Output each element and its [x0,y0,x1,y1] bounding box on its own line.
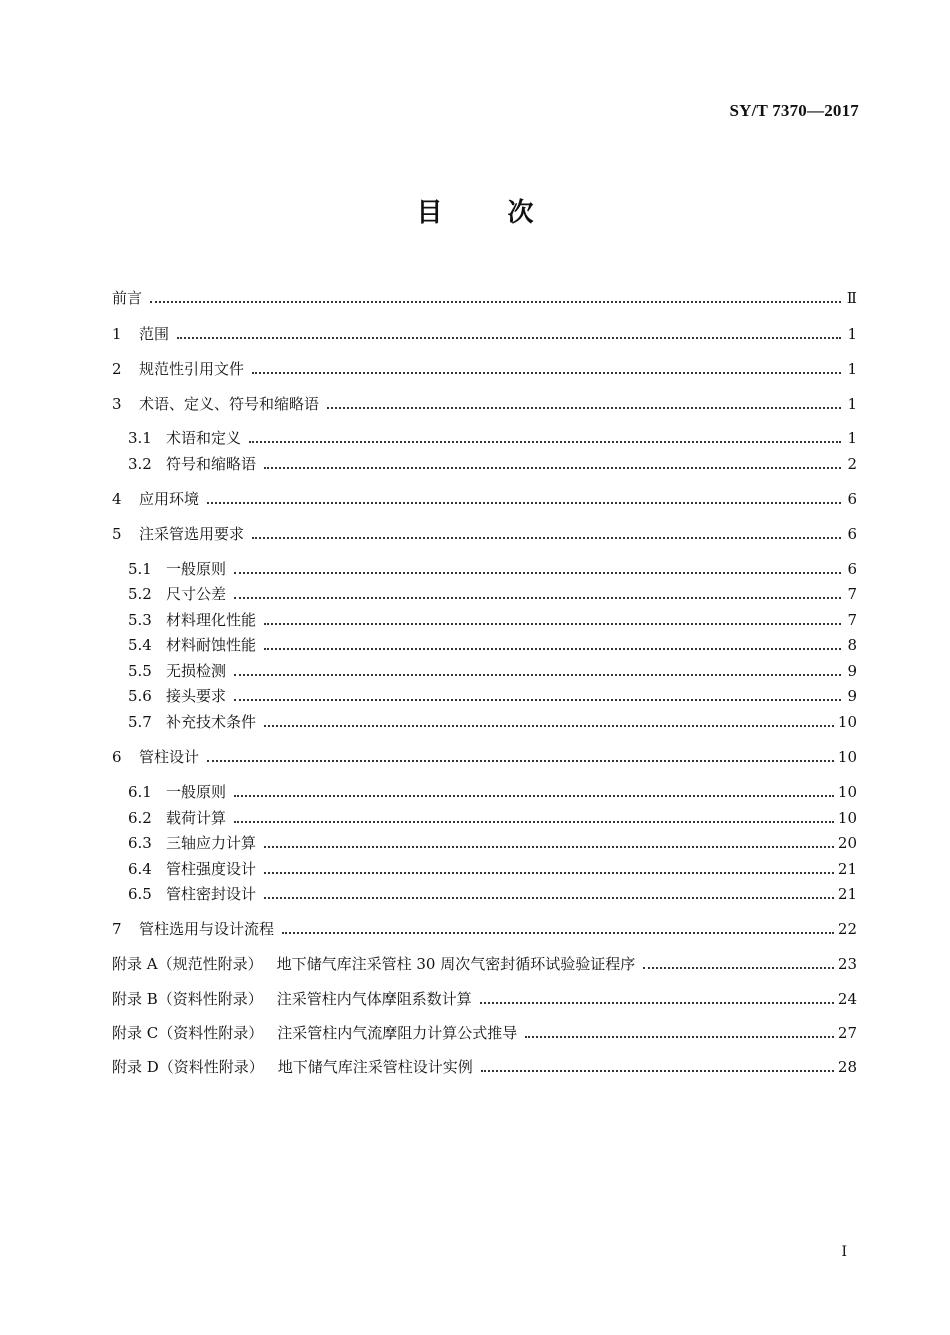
toc-entry-page: 22 [837,920,857,938]
toc-entry-label: 注采管柱内气流摩阻力计算公式推导 [277,1024,518,1042]
toc-entry-5-6[interactable] [128,682,857,706]
toc-entry-number: 5.6 [128,687,152,705]
toc-entry-6-3[interactable] [128,829,857,853]
toc-entry-label: 术语和定义 [166,429,242,447]
dot-leader [264,725,834,727]
dot-leader [234,699,841,701]
dot-leader [327,407,841,409]
dot-leader [264,897,834,899]
dot-leader [234,821,834,823]
toc-entry-number: 3.1 [128,429,152,447]
toc-entry-appendix-d[interactable] [112,1053,857,1077]
toc-entry-label: 前言 [112,289,143,307]
toc-entry-label: 补充技术条件 [166,713,257,731]
toc-entry-label: 符号和缩略语 [166,455,257,473]
dot-leader [282,932,834,934]
dot-leader [249,441,841,443]
toc-entry-label: 应用环境 [139,490,200,508]
dot-leader [234,674,841,676]
toc-entry-page: 6 [847,525,857,543]
toc-entry-number: 7 [112,920,122,938]
toc-entry-label: 尺寸公差 [166,585,227,603]
toc-entry-page: 7 [847,611,857,629]
dot-leader [264,846,834,848]
toc-entry-label: 三轴应力计算 [166,834,257,852]
toc-entry-label: 材料理化性能 [166,611,257,629]
dot-leader [234,597,841,599]
toc-entry-number: 4 [112,490,122,508]
toc-entry-1[interactable] [112,320,857,344]
toc-entry-number: 5.5 [128,662,152,680]
toc-entry-page: 10 [837,783,857,801]
toc-entry-number: 附录 B（资料性附录） [112,990,263,1008]
toc-entry-page: 10 [837,809,857,827]
toc-entry-label: 规范性引用文件 [139,360,245,378]
toc-entry-5-3[interactable] [128,606,857,630]
toc-entry-2[interactable] [112,355,857,379]
dot-leader [207,760,834,762]
toc-entry-5-2[interactable] [128,580,857,604]
dot-leader [264,872,834,874]
toc-entry-label: 地下储气库注采管柱设计实例 [277,1058,473,1076]
toc-entry-number: 6.2 [128,809,152,827]
toc-entry-number: 附录 A（规范性附录） [112,955,263,973]
toc-entry-page: 1 [847,395,857,413]
dot-leader [525,1036,834,1038]
dot-leader [234,572,841,574]
toc-entry-5-4[interactable] [128,631,857,655]
toc-entry-7[interactable] [112,915,857,939]
toc-entry-page: Ⅱ [846,289,857,307]
toc-entry-page: 7 [847,585,857,603]
toc-entry-number: 6 [112,748,122,766]
toc-entry-label: 管柱设计 [139,748,200,766]
standard-code: SY/T 7370—2017 [729,101,859,120]
toc-entry-number: 5.7 [128,713,152,731]
toc-entry-label: 注采管选用要求 [139,525,245,543]
dot-leader [150,301,841,303]
page-number: I [841,1244,847,1260]
toc-entry-label: 管柱密封设计 [166,885,257,903]
toc-entry-label: 接头要求 [166,687,227,705]
toc-entry-number: 3.2 [128,455,152,473]
toc-entry-number: 5 [112,525,122,543]
toc-entry-3-2[interactable] [128,450,857,474]
toc-entry-number: 附录 C（资料性附录） [112,1024,264,1042]
dot-leader [234,795,834,797]
dot-leader [264,467,841,469]
toc-entry-label: 管柱强度设计 [166,860,257,878]
toc-entry-page: 24 [837,990,857,1008]
toc-entry-page: 9 [847,687,857,705]
toc-entry-label: 一般原则 [166,783,227,801]
toc-entry-page: 23 [837,955,857,973]
toc-entry-foreword[interactable] [112,284,857,308]
toc-entry-label: 注采管柱内气体摩阻系数计算 [276,990,472,1008]
toc-entry-number: 5.1 [128,560,152,578]
dot-leader [481,1070,834,1072]
toc-entry-number: 附录 D（资料性附录） [112,1058,264,1076]
toc-entry-page: 27 [837,1024,857,1042]
dot-leader [207,502,841,504]
toc-entry-label: 术语、定义、符号和缩略语 [139,395,320,413]
toc-entry-number: 3 [112,395,122,413]
toc-entry-label: 地下储气库注采管柱 30 周次气密封循环试验验证程序 [276,955,636,973]
dot-leader [252,537,841,539]
toc-entry-appendix-b[interactable] [112,985,857,1009]
dot-leader [480,1002,834,1004]
toc-entry-number: 1 [112,325,122,343]
dot-leader [264,648,841,650]
toc-entry-6-4[interactable] [128,855,857,879]
toc-entry-page: 6 [847,560,857,578]
toc-entry-number: 5.3 [128,611,152,629]
toc-entry-label: 无损检测 [166,662,227,680]
title-char-2: 次 [507,198,534,228]
toc-entry-page: 10 [837,713,857,731]
toc-entry-5[interactable] [112,520,857,544]
dot-leader [252,372,841,374]
toc-entry-6[interactable] [112,743,857,767]
toc-entry-page: 2 [847,455,857,473]
dot-leader [177,337,841,339]
toc-entry-page: 21 [837,885,857,903]
toc-entry-page: 1 [847,325,857,343]
toc-entry-5-7[interactable] [128,708,857,732]
title-char-1: 目 [416,198,443,228]
toc-entry-6-1[interactable] [128,778,857,802]
toc-entry-number: 2 [112,360,122,378]
toc-entry-number: 6.4 [128,860,152,878]
toc-entry-3[interactable] [112,390,857,414]
toc-entry-page: 8 [847,636,857,654]
toc-entry-label: 一般原则 [166,560,227,578]
toc-entry-label: 载荷计算 [166,809,227,827]
toc-entry-5-1[interactable] [128,555,857,579]
toc-entry-appendix-a[interactable] [112,950,857,974]
toc-entry-page: 21 [837,860,857,878]
toc-entry-page: 9 [847,662,857,680]
toc-entry-page: 28 [837,1058,857,1076]
dot-leader [643,967,834,969]
toc-entry-3-1[interactable] [128,424,857,448]
toc-entry-page: 6 [847,490,857,508]
toc-entry-5-5[interactable] [128,657,857,681]
toc-entry-number: 5.4 [128,636,152,654]
toc-entry-number: 5.2 [128,585,152,603]
toc-entry-number: 6.1 [128,783,152,801]
toc-entry-6-5[interactable] [128,880,857,904]
toc-entry-page: 1 [847,360,857,378]
toc-entry-label: 材料耐蚀性能 [166,636,257,654]
toc-entry-label: 管柱选用与设计流程 [139,920,275,938]
toc-entry-page: 10 [837,748,857,766]
toc-entry-label: 范围 [139,325,170,343]
toc-entry-number: 6.3 [128,834,152,852]
toc-entry-4[interactable] [112,485,857,509]
toc-entry-page: 20 [837,834,857,852]
toc-entry-appendix-c[interactable] [112,1019,857,1043]
toc-entry-page: 1 [847,429,857,447]
toc-entry-6-2[interactable] [128,804,857,828]
toc-entry-number: 6.5 [128,885,152,903]
dot-leader [264,623,841,625]
